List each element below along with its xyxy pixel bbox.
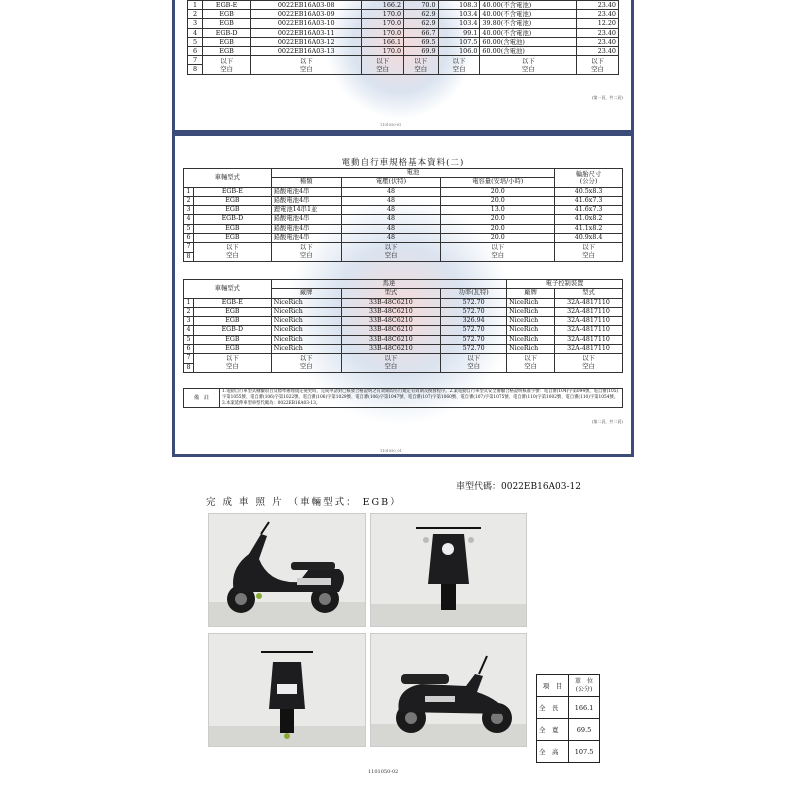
col-header-voltage: 電壓(伏特) [341, 178, 441, 187]
wheel-size-cell: 41.6x7.3 [555, 206, 623, 215]
photo-page [178, 462, 630, 800]
table-row [184, 224, 623, 233]
table-row [188, 19, 619, 28]
row-number: 4 [184, 215, 194, 224]
scooter-photo-right-side [370, 633, 527, 747]
row-number: 1 [188, 1, 203, 10]
blank-cell: 以下 空白 [577, 56, 619, 74]
dimension-table [187, 0, 619, 75]
controller-type-cell: 32A-4817110 [555, 345, 623, 354]
voltage-cell: 48 [341, 215, 441, 224]
wheel-size-cell: 41.1x8.2 [555, 224, 623, 233]
motor-maker-cell: NiceRich [271, 335, 341, 344]
length-cell: 170.0 [362, 10, 404, 19]
power-cell: 572.70 [441, 307, 507, 316]
length-cell: 166.2 [362, 1, 404, 10]
width-cell: 70.0 [404, 1, 439, 10]
motor-maker-cell: NiceRich [271, 298, 341, 307]
model-code-cell: 0022EB16A03-08 [251, 1, 362, 10]
model-cell: EGB [193, 345, 271, 354]
battery-type-cell: 鉛酸電池4串 [271, 224, 341, 233]
controller-type-cell: 32A-4817110 [555, 326, 623, 335]
model-code-cell: 0022EB16A03-11 [251, 28, 362, 37]
col-header-motor: 馬達 [271, 280, 506, 289]
model-cell: EGB [203, 47, 251, 56]
blank-cell: 以下 空白 [203, 56, 251, 74]
photo-page-title: 完 成 車 照 片 （車輛型式： EGB） [206, 497, 402, 508]
scooter-photo-left-side [208, 513, 366, 627]
col-header-model: 車輛型式 [184, 280, 272, 299]
remarks-text: 1.電動自行車型式檢驗項目及標準辦理規定變更時，完成申請對已核發合格證明之有效期間另行規定有效期及換發程序。2.案電動自行車型式安全審驗合格證明核准字號：電自審(104)字第094號、電自審(105)字第1055號、電自審(106)字第1022號、電自審(106)字第1029號、電自審(106)字第1047號、電自審(107)字第1060號、電自審(107)字第1075號、電自審(110)字第1002號、電自審(110)字第1054號。3.本案延伸車型車型代碼為：0022EB16A03-13。 [220, 389, 623, 408]
row-number: 7 [184, 354, 194, 363]
remarks-table [183, 388, 623, 408]
table-row [188, 47, 619, 56]
blank-cell: 以下 空白 [251, 56, 362, 74]
model-cell: EGB [193, 307, 271, 316]
row-number: 4 [184, 326, 194, 335]
row-number: 8 [188, 65, 203, 74]
row-number: 6 [188, 47, 203, 56]
controller-maker-cell: NiceRich [507, 298, 555, 307]
model-code-label: 車型代碼：0022EB16A03-12 [456, 482, 581, 492]
speed-cell: 40.00(不含電池) [480, 10, 577, 19]
speed-cell: 60.00(含電池) [480, 47, 577, 56]
col-header-maker: 廠牌 [271, 289, 341, 298]
capacity-cell: 13.0 [441, 206, 555, 215]
battery-type-cell: 鉛酸電池4串 [271, 234, 341, 243]
motor-maker-cell: NiceRich [271, 317, 341, 326]
blank-cell: 以下 空白 [441, 243, 555, 262]
dimension-value: 166.1 [569, 697, 600, 719]
table-row [184, 307, 623, 316]
model-cell: EGB [203, 19, 251, 28]
blank-cell: 以下 空白 [193, 354, 271, 373]
table-row [188, 10, 619, 19]
height-cell: 103.4 [438, 19, 480, 28]
motor-maker-cell: NiceRich [271, 307, 341, 316]
height-cell: 107.5 [438, 37, 480, 46]
motor-type-cell: 33B-48C6210 [341, 326, 441, 335]
length-cell: 170.0 [362, 19, 404, 28]
blank-cell: 以下 空白 [507, 354, 555, 373]
table-row [184, 317, 623, 326]
scooter-photo-rear [208, 633, 366, 747]
model-cell: EGB [193, 206, 271, 215]
length-cell: 170.0 [362, 47, 404, 56]
battery-table [183, 168, 623, 262]
controller-maker-cell: NiceRich [507, 307, 555, 316]
model-cell: EGB [193, 317, 271, 326]
power-cell: 572.70 [441, 345, 507, 354]
capacity-cell: 20.0 [441, 224, 555, 233]
weight-cell: 23.40 [577, 10, 619, 19]
table-row [184, 196, 623, 205]
capacity-cell: 20.0 [441, 187, 555, 196]
dimension-value: 107.5 [569, 741, 600, 763]
model-cell: EGB [193, 335, 271, 344]
page-title: 電動自行車規格基本資料(二) [341, 158, 465, 168]
model-cell: EGB-D [193, 326, 271, 335]
col-header-wheel: 輪胎尺寸 (公分) [555, 169, 623, 188]
col-header-battery: 電池 [271, 169, 554, 178]
dimension-label: 全 寬 [537, 719, 569, 741]
power-cell: 572.70 [441, 326, 507, 335]
capacity-cell: 20.0 [441, 234, 555, 243]
speed-cell: 39.80(不含電池) [480, 19, 577, 28]
voltage-cell: 48 [341, 206, 441, 215]
scooter-photo-front [370, 513, 527, 627]
blank-cell: 以下 空白 [362, 56, 404, 74]
table-row [184, 187, 623, 196]
dimension-label: 全 高 [537, 741, 569, 763]
model-cell: EGB [203, 37, 251, 46]
weight-cell: 23.40 [577, 28, 619, 37]
motor-maker-cell: NiceRich [271, 326, 341, 335]
power-cell: 572.70 [441, 335, 507, 344]
scooter-front-icon [371, 514, 526, 626]
page-footer-code: 1101050-02 [368, 769, 399, 775]
model-cell: EGB-E [193, 187, 271, 196]
row-number: 2 [188, 10, 203, 19]
blank-cell: 以下 空白 [193, 243, 271, 262]
height-cell: 106.0 [438, 47, 480, 56]
row-number: 3 [184, 206, 194, 215]
weight-cell: 23.40 [577, 37, 619, 46]
controller-maker-cell: NiceRich [507, 317, 555, 326]
page-note: (第一頁，共二頁) [591, 95, 623, 100]
table-row [184, 215, 623, 224]
model-cell: EGB [193, 234, 271, 243]
controller-maker-cell: NiceRich [507, 326, 555, 335]
model-code-cell: 0022EB16A03-12 [251, 37, 362, 46]
scooter-side-icon [371, 634, 526, 746]
speed-cell: 60.00(含電池) [480, 37, 577, 46]
blank-cell: 以下 空白 [555, 243, 623, 262]
voltage-cell: 48 [341, 196, 441, 205]
motor-type-cell: 33B-48C6210 [341, 307, 441, 316]
controller-maker-cell: NiceRich [507, 345, 555, 354]
spec-page-1 [172, 0, 634, 133]
dimension-label: 全 長 [537, 697, 569, 719]
row-number: 7 [188, 56, 203, 65]
model-cell: EGB [203, 10, 251, 19]
model-cell: EGB [193, 196, 271, 205]
col-header-controller: 電子控制裝置 [507, 280, 623, 289]
model-cell: EGB-E [203, 1, 251, 10]
dimension-summary-table [536, 674, 600, 763]
col-header-capacity: 電容量(安培/小時) [441, 178, 555, 187]
col-header-ctrl-type: 型式 [555, 289, 623, 298]
page-separator-code: 1101050_01 [380, 449, 402, 453]
col-header-unit: 單 位 (公分) [569, 675, 600, 697]
table-row [188, 37, 619, 46]
page-note: (第二頁，共二頁) [591, 419, 623, 424]
row-number: 1 [184, 298, 194, 307]
height-cell: 99.1 [438, 28, 480, 37]
row-number: 7 [184, 243, 194, 252]
height-cell: 108.3 [438, 1, 480, 10]
table-row [188, 28, 619, 37]
table-row [184, 326, 623, 335]
table-row-blank [188, 56, 619, 65]
blank-cell: 以下 空白 [404, 56, 439, 74]
col-header-model: 車輛型式 [184, 169, 272, 188]
motor-table [183, 279, 623, 373]
table-row [184, 234, 623, 243]
weight-cell: 12.20 [577, 19, 619, 28]
row-number: 4 [188, 28, 203, 37]
blank-cell: 以下 空白 [271, 354, 341, 373]
voltage-cell: 48 [341, 187, 441, 196]
row-number: 8 [184, 252, 194, 261]
blank-cell: 以下 空白 [438, 56, 480, 74]
spec-page-2 [172, 133, 634, 457]
power-cell: 572.70 [441, 298, 507, 307]
weight-cell: 23.40 [577, 1, 619, 10]
col-header-type: 型式 [341, 289, 441, 298]
weight-cell: 23.40 [577, 47, 619, 56]
voltage-cell: 48 [341, 234, 441, 243]
battery-type-cell: 鉛酸電池4串 [271, 196, 341, 205]
blank-cell: 以下 空白 [441, 354, 507, 373]
model-cell: EGB [193, 224, 271, 233]
width-cell: 69.5 [404, 37, 439, 46]
dimension-value: 69.5 [569, 719, 600, 741]
page-separator-code: 1101050-01 [380, 123, 402, 127]
row-number: 5 [184, 224, 194, 233]
scooter-rear-icon [209, 634, 365, 746]
voltage-cell: 48 [341, 224, 441, 233]
table-row [537, 741, 600, 763]
controller-maker-cell: NiceRich [507, 335, 555, 344]
wheel-size-cell: 40.9x8.4 [555, 234, 623, 243]
table-row [184, 298, 623, 307]
row-number: 1 [184, 187, 194, 196]
motor-maker-cell: NiceRich [271, 345, 341, 354]
motor-type-cell: 33B-48C6210 [341, 345, 441, 354]
speed-cell: 40.00(不含電池) [480, 28, 577, 37]
controller-type-cell: 32A-4817110 [555, 335, 623, 344]
row-number: 6 [184, 234, 194, 243]
row-number: 3 [188, 19, 203, 28]
controller-type-cell: 32A-4817110 [555, 307, 623, 316]
row-number: 8 [184, 363, 194, 372]
table-row [184, 335, 623, 344]
model-cell: EGB-D [203, 28, 251, 37]
blank-cell: 以下 空白 [555, 354, 623, 373]
battery-type-cell: 鉛酸電池4串 [271, 187, 341, 196]
motor-type-cell: 33B-48C6210 [341, 335, 441, 344]
capacity-cell: 20.0 [441, 196, 555, 205]
table-row [184, 345, 623, 354]
table-row [537, 719, 600, 741]
motor-type-cell: 33B-48C6210 [341, 298, 441, 307]
blank-cell: 以下 空白 [480, 56, 577, 74]
width-cell: 62.9 [404, 19, 439, 28]
col-header-item: 項 目 [537, 675, 569, 697]
table-row-blank [184, 354, 623, 363]
table-row [184, 206, 623, 215]
table-row [188, 1, 619, 10]
motor-type-cell: 33B-48C6210 [341, 317, 441, 326]
controller-type-cell: 32A-4817110 [555, 298, 623, 307]
wheel-size-cell: 41.6x7.3 [555, 196, 623, 205]
width-cell: 69.9 [404, 47, 439, 56]
controller-type-cell: 32A-4817110 [555, 317, 623, 326]
table-row [537, 697, 600, 719]
speed-cell: 40.00(不含電池) [480, 1, 577, 10]
blank-cell: 以下 空白 [271, 243, 341, 262]
model-code-cell: 0022EB16A03-10 [251, 19, 362, 28]
col-header-type: 種類 [271, 178, 341, 187]
scooter-side-icon [209, 514, 365, 626]
battery-type-cell: 鉛酸電池4串 [271, 215, 341, 224]
model-cell: EGB-E [193, 298, 271, 307]
blank-cell: 以下 空白 [341, 354, 441, 373]
battery-type-cell: 鋰電池14串1並 [271, 206, 341, 215]
blank-cell: 以下 空白 [341, 243, 441, 262]
model-code-cell: 0022EB16A03-13 [251, 47, 362, 56]
row-number: 5 [184, 335, 194, 344]
row-number: 2 [184, 307, 194, 316]
remarks-label: 備 註 [184, 389, 220, 408]
col-header-power: 功率(瓦特) [441, 289, 507, 298]
model-code-cell: 0022EB16A03-09 [251, 10, 362, 19]
table-row-blank [184, 243, 623, 252]
width-cell: 62.9 [404, 10, 439, 19]
model-cell: EGB-D [193, 215, 271, 224]
col-header-ctrl-maker: 廠牌 [507, 289, 555, 298]
power-cell: 326.94 [441, 317, 507, 326]
wheel-size-cell: 41.0x8.2 [555, 215, 623, 224]
row-number: 5 [188, 37, 203, 46]
length-cell: 170.0 [362, 28, 404, 37]
row-number: 6 [184, 345, 194, 354]
width-cell: 66.7 [404, 28, 439, 37]
height-cell: 103.4 [438, 10, 480, 19]
row-number: 2 [184, 196, 194, 205]
length-cell: 166.1 [362, 37, 404, 46]
wheel-size-cell: 40.5x8.3 [555, 187, 623, 196]
capacity-cell: 20.0 [441, 215, 555, 224]
row-number: 3 [184, 317, 194, 326]
